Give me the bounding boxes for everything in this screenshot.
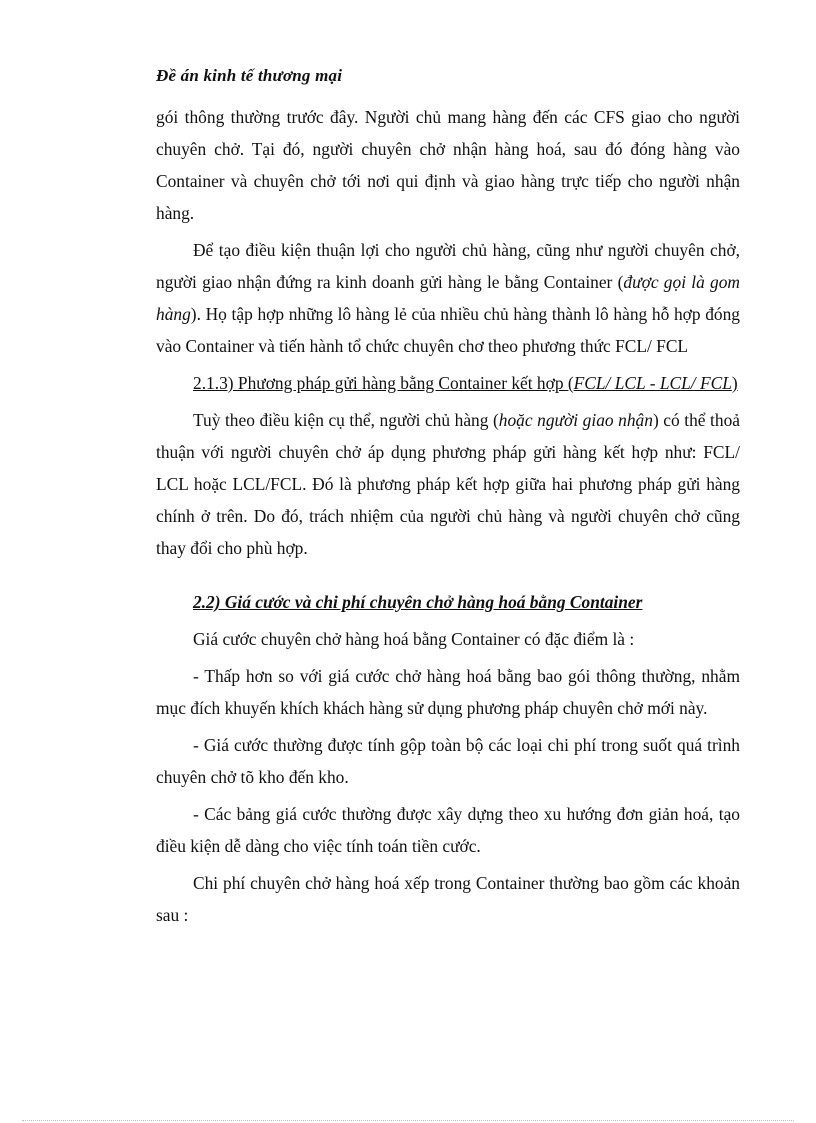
paragraph-text: Để tạo điều kiện thuận lợi cho người chủ hàng, cũng như người chuyên chở, người giao nhận đứng ra kinh doanh gửi hàng le bằng Container ( xyxy=(156,240,740,292)
list-item: - Giá cước thường được tính gộp toàn bộ các loại chi phí trong suốt quá trình chuyên chở tõ kho đến kho. xyxy=(156,735,740,787)
subsection-heading-2-1-3 xyxy=(156,367,740,399)
page-bottom-border xyxy=(22,1120,794,1121)
paragraph-text: ) có thể thoả thuận với người chuyên chở áp dụng phương pháp gửi hàng kết hợp như: FCL/ LCL hoặc LCL/FCL. Đó là phương pháp kết hợp giữa hai phương pháp gửi hàng chính ở trên. Do đó, trách nhiệm của người chủ hàng và người chuyên chở cũng thay đổi cho phù hợp. xyxy=(156,410,740,558)
paragraph-combined-method xyxy=(156,404,740,564)
paragraph-freight-intro: Giá cước chuyên chở hàng hoá bằng Container có đặc điểm là : xyxy=(193,629,635,649)
paragraph-continuation: gói thông thường trước đây. Người chủ mang hàng đến các CFS giao cho người chuyên chở. Tại đó, người chuyên chở nhận hàng hoá, sau đó đóng hàng vào Container và chuyên chở tới nơi qui định và giao hàng trực tiếp cho người nhận hàng. xyxy=(156,107,740,223)
section-heading-2-2: 2.2) Giá cước và chi phí chuyên chở hàng hoá bằng Container xyxy=(193,592,643,612)
running-header: Đề án kinh tế thương mại xyxy=(156,66,343,85)
list-item: - Các bảng giá cước thường được xây dựng theo xu hướng đơn giản hoá, tạo điều kiện dễ dàng cho việc tính toán tiền cước. xyxy=(156,804,740,856)
paragraph-text: Tuỳ theo điều kiện cụ thể, người chủ hàng ( xyxy=(193,410,499,430)
subsection-heading-text: 2.1.3) Phương pháp gửi hàng bằng Container kết hợp ( xyxy=(193,373,574,393)
subsection-heading-italic: FCL/ LCL - LCL/ FCL xyxy=(573,373,732,393)
paragraph-costs-intro: Chi phí chuyên chở hàng hoá xếp trong Container thường bao gồm các khoản sau : xyxy=(156,873,740,925)
paragraph-italic-term: được gọi là gom hàng xyxy=(156,272,740,324)
body-text xyxy=(156,101,740,936)
paragraph-consolidation xyxy=(156,234,740,362)
paragraph-italic-term: hoặc người giao nhận xyxy=(498,410,653,430)
list-item: - Thấp hơn so với giá cước chở hàng hoá bằng bao gói thông thường, nhằm mục đích khuyến khích khách hàng sử dụng phương pháp chuyên chở mới này. xyxy=(156,666,740,718)
paragraph-text: ). Họ tập hợp những lô hàng lẻ của nhiều chủ hàng thành lô hàng hỗ hợp đóng vào Container và tiến hành tổ chức chuyên chơ theo phương thức FCL/ FCL xyxy=(156,304,740,356)
subsection-heading-text: ) xyxy=(731,373,738,393)
